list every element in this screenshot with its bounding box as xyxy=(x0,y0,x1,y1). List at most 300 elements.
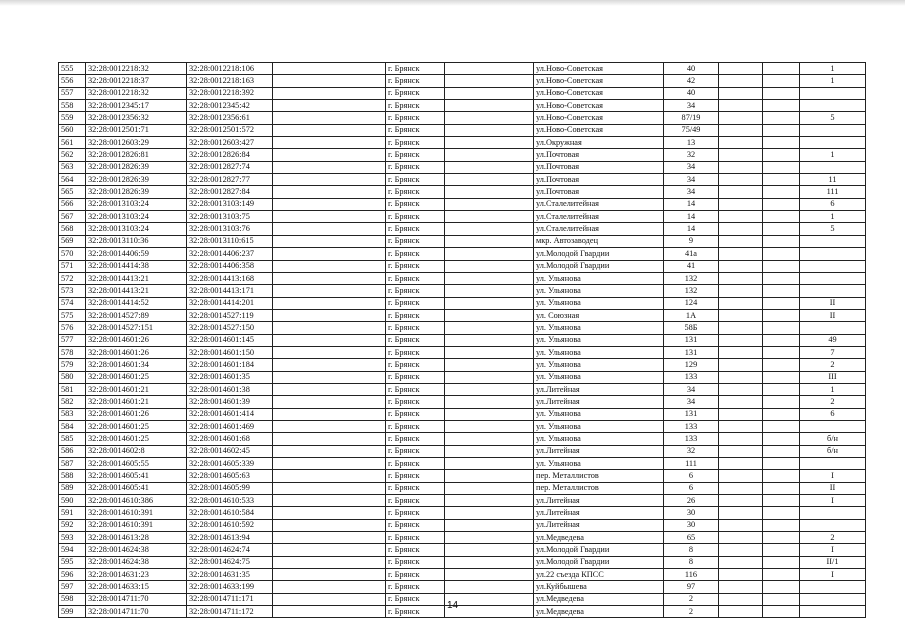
empty-cell xyxy=(445,63,534,75)
table-row xyxy=(59,87,866,99)
object-cadastral-number-cell: 32:28:0014601:184 xyxy=(187,359,273,371)
table-row xyxy=(59,445,866,457)
empty-cell xyxy=(763,507,800,519)
street-cell: ул.Почтовая xyxy=(534,161,664,173)
house-number-cell: 14 xyxy=(664,198,719,210)
street-cell: ул.Ново-Советская xyxy=(534,112,664,124)
land-cadastral-number-cell: 32:28:0014613:28 xyxy=(86,532,187,544)
row-number-cell: 562 xyxy=(59,149,86,161)
empty-cell xyxy=(719,470,763,482)
street-cell: ул.Медведева xyxy=(534,606,664,618)
row-number-cell: 590 xyxy=(59,495,86,507)
house-number-cell: 34 xyxy=(664,161,719,173)
table-row xyxy=(59,248,866,260)
empty-cell xyxy=(445,87,534,99)
street-cell: ул.Ново-Советская xyxy=(534,75,664,87)
premises-number-cell: 2 xyxy=(800,396,866,408)
city-cell: г. Брянск xyxy=(386,420,445,432)
empty-cell xyxy=(719,211,763,223)
empty-cell xyxy=(445,334,534,346)
empty-cell xyxy=(273,63,386,75)
empty-cell xyxy=(445,100,534,112)
row-number-cell: 593 xyxy=(59,532,86,544)
row-number-cell: 587 xyxy=(59,458,86,470)
row-number-cell: 579 xyxy=(59,359,86,371)
empty-cell xyxy=(763,149,800,161)
empty-cell xyxy=(719,137,763,149)
row-number-cell: 592 xyxy=(59,519,86,531)
city-cell: г. Брянск xyxy=(386,532,445,544)
object-cadastral-number-cell: 32:28:0014601:35 xyxy=(187,371,273,383)
table-row xyxy=(59,75,866,87)
city-cell: г. Брянск xyxy=(386,458,445,470)
premises-number-cell: 1 xyxy=(800,63,866,75)
empty-cell xyxy=(719,112,763,124)
street-cell: ул. Союзная xyxy=(534,309,664,321)
row-number-cell: 571 xyxy=(59,260,86,272)
street-cell: ул.Молодой Гвардии xyxy=(534,556,664,568)
empty-cell xyxy=(763,87,800,99)
row-number-cell: 585 xyxy=(59,433,86,445)
premises-number-cell xyxy=(800,235,866,247)
empty-cell xyxy=(445,322,534,334)
land-cadastral-number-cell: 32:28:0014711:70 xyxy=(86,606,187,618)
premises-number-cell xyxy=(800,458,866,470)
table-row xyxy=(59,149,866,161)
house-number-cell: 14 xyxy=(664,223,719,235)
premises-number-cell xyxy=(800,519,866,531)
object-cadastral-number-cell: 32:28:0012501:572 xyxy=(187,124,273,136)
object-cadastral-number-cell: 32:28:0013103:75 xyxy=(187,211,273,223)
land-cadastral-number-cell: 32:28:0014631:23 xyxy=(86,569,187,581)
empty-cell xyxy=(273,433,386,445)
table-row xyxy=(59,100,866,112)
object-cadastral-number-cell: 32:28:0014406:358 xyxy=(187,260,273,272)
street-cell: ул.Молодой Гвардии xyxy=(534,260,664,272)
land-cadastral-number-cell: 32:28:0014406:59 xyxy=(86,248,187,260)
house-number-cell: 75/49 xyxy=(664,124,719,136)
empty-cell xyxy=(445,223,534,235)
street-cell: мкр. Автозаводец xyxy=(534,235,664,247)
house-number-cell: 34 xyxy=(664,174,719,186)
empty-cell xyxy=(719,248,763,260)
row-number-cell: 563 xyxy=(59,161,86,173)
empty-cell xyxy=(763,285,800,297)
row-number-cell: 567 xyxy=(59,211,86,223)
land-cadastral-number-cell: 32:28:0014601:21 xyxy=(86,383,187,395)
object-cadastral-number-cell: 32:28:0013103:149 xyxy=(187,198,273,210)
premises-number-cell xyxy=(800,248,866,260)
land-cadastral-number-cell: 32:28:0013110:36 xyxy=(86,235,187,247)
empty-cell xyxy=(763,470,800,482)
city-cell: г. Брянск xyxy=(386,396,445,408)
house-number-cell: 131 xyxy=(664,408,719,420)
empty-cell xyxy=(719,420,763,432)
city-cell: г. Брянск xyxy=(386,248,445,260)
empty-cell xyxy=(719,149,763,161)
row-number-cell: 581 xyxy=(59,383,86,395)
table-row xyxy=(59,346,866,358)
land-cadastral-number-cell: 32:28:0014711:70 xyxy=(86,593,187,605)
empty-cell xyxy=(273,556,386,568)
house-number-cell: 30 xyxy=(664,507,719,519)
table-row xyxy=(59,581,866,593)
city-cell: г. Брянск xyxy=(386,606,445,618)
land-cadastral-number-cell: 32:28:0014624:38 xyxy=(86,556,187,568)
land-cadastral-number-cell: 32:28:0012826:81 xyxy=(86,149,187,161)
object-cadastral-number-cell: 32:28:0014601:145 xyxy=(187,334,273,346)
table-row xyxy=(59,569,866,581)
premises-number-cell: 2 xyxy=(800,532,866,544)
street-cell: ул.Молодой Гвардии xyxy=(534,248,664,260)
empty-cell xyxy=(763,248,800,260)
land-cadastral-number-cell: 32:28:0014413:21 xyxy=(86,285,187,297)
land-cadastral-number-cell: 32:28:0014414:52 xyxy=(86,297,187,309)
empty-cell xyxy=(445,260,534,272)
row-number-cell: 580 xyxy=(59,371,86,383)
table-row xyxy=(59,507,866,519)
empty-cell xyxy=(763,223,800,235)
empty-cell xyxy=(719,260,763,272)
premises-number-cell: II xyxy=(800,309,866,321)
house-number-cell: 34 xyxy=(664,186,719,198)
empty-cell xyxy=(719,322,763,334)
house-number-cell: 129 xyxy=(664,359,719,371)
row-number-cell: 584 xyxy=(59,420,86,432)
street-cell: ул.Литейная xyxy=(534,495,664,507)
empty-cell xyxy=(763,544,800,556)
empty-cell xyxy=(719,198,763,210)
row-number-cell: 572 xyxy=(59,272,86,284)
row-number-cell: 598 xyxy=(59,593,86,605)
empty-cell xyxy=(445,285,534,297)
table-row xyxy=(59,383,866,395)
premises-number-cell xyxy=(800,285,866,297)
premises-number-cell: 111 xyxy=(800,186,866,198)
city-cell: г. Брянск xyxy=(386,556,445,568)
house-number-cell: 87/19 xyxy=(664,112,719,124)
empty-cell xyxy=(445,235,534,247)
row-number-cell: 561 xyxy=(59,137,86,149)
table-row xyxy=(59,137,866,149)
table-row xyxy=(59,458,866,470)
premises-number-cell: 6 xyxy=(800,198,866,210)
street-cell: ул.Медведева xyxy=(534,593,664,605)
empty-cell xyxy=(273,174,386,186)
object-cadastral-number-cell: 32:28:0014601:68 xyxy=(187,433,273,445)
empty-cell xyxy=(763,346,800,358)
empty-cell xyxy=(719,519,763,531)
street-cell: ул. Ульянова xyxy=(534,420,664,432)
empty-cell xyxy=(719,334,763,346)
premises-number-cell: б/н xyxy=(800,445,866,457)
premises-number-cell: I xyxy=(800,544,866,556)
land-cadastral-number-cell: 32:28:0012826:39 xyxy=(86,186,187,198)
empty-cell xyxy=(273,383,386,395)
table-row xyxy=(59,161,866,173)
city-cell: г. Брянск xyxy=(386,124,445,136)
row-number-cell: 599 xyxy=(59,606,86,618)
empty-cell xyxy=(719,297,763,309)
empty-cell xyxy=(763,235,800,247)
empty-cell xyxy=(445,445,534,457)
premises-number-cell: б/н xyxy=(800,433,866,445)
empty-cell xyxy=(719,482,763,494)
object-cadastral-number-cell: 32:28:0014414:201 xyxy=(187,297,273,309)
empty-cell xyxy=(445,556,534,568)
house-number-cell: 132 xyxy=(664,285,719,297)
empty-cell xyxy=(445,495,534,507)
street-cell: ул. Ульянова xyxy=(534,458,664,470)
empty-cell xyxy=(273,482,386,494)
city-cell: г. Брянск xyxy=(386,371,445,383)
object-cadastral-number-cell: 32:28:0014601:150 xyxy=(187,346,273,358)
object-cadastral-number-cell: 32:28:0014610:533 xyxy=(187,495,273,507)
city-cell: г. Брянск xyxy=(386,322,445,334)
object-cadastral-number-cell: 32:28:0014413:168 xyxy=(187,272,273,284)
row-number-cell: 557 xyxy=(59,87,86,99)
empty-cell xyxy=(445,507,534,519)
empty-cell xyxy=(445,211,534,223)
table-row xyxy=(59,556,866,568)
empty-cell xyxy=(273,149,386,161)
street-cell: ул.Сталелитейная xyxy=(534,211,664,223)
table-row xyxy=(59,174,866,186)
empty-cell xyxy=(763,272,800,284)
empty-cell xyxy=(719,285,763,297)
street-cell: ул.Сталелитейная xyxy=(534,198,664,210)
house-number-cell: 40 xyxy=(664,87,719,99)
table-row xyxy=(59,198,866,210)
house-number-cell: 2 xyxy=(664,606,719,618)
empty-cell xyxy=(445,112,534,124)
empty-cell xyxy=(763,383,800,395)
table-row xyxy=(59,272,866,284)
empty-cell xyxy=(445,174,534,186)
empty-cell xyxy=(763,569,800,581)
street-cell: ул.Ново-Советская xyxy=(534,63,664,75)
premises-number-cell xyxy=(800,581,866,593)
city-cell: г. Брянск xyxy=(386,211,445,223)
object-cadastral-number-cell: 32:28:0012826:84 xyxy=(187,149,273,161)
empty-cell xyxy=(719,371,763,383)
empty-cell xyxy=(719,581,763,593)
row-number-cell: 596 xyxy=(59,569,86,581)
object-cadastral-number-cell: 32:28:0014605:339 xyxy=(187,458,273,470)
city-cell: г. Брянск xyxy=(386,495,445,507)
empty-cell xyxy=(273,297,386,309)
empty-cell xyxy=(445,198,534,210)
empty-cell xyxy=(719,346,763,358)
empty-cell xyxy=(763,260,800,272)
city-cell: г. Брянск xyxy=(386,149,445,161)
city-cell: г. Брянск xyxy=(386,75,445,87)
empty-cell xyxy=(719,87,763,99)
empty-cell xyxy=(763,433,800,445)
empty-cell xyxy=(445,532,534,544)
empty-cell xyxy=(445,297,534,309)
empty-cell xyxy=(273,507,386,519)
street-cell: ул. Ульянова xyxy=(534,322,664,334)
empty-cell xyxy=(273,161,386,173)
premises-number-cell: 5 xyxy=(800,223,866,235)
object-cadastral-number-cell: 32:28:0014610:584 xyxy=(187,507,273,519)
row-number-cell: 577 xyxy=(59,334,86,346)
empty-cell xyxy=(719,408,763,420)
object-cadastral-number-cell: 32:28:0014527:150 xyxy=(187,322,273,334)
house-number-cell: 133 xyxy=(664,433,719,445)
empty-cell xyxy=(445,408,534,420)
empty-cell xyxy=(719,383,763,395)
empty-cell xyxy=(273,470,386,482)
house-number-cell: 41а xyxy=(664,248,719,260)
city-cell: г. Брянск xyxy=(386,445,445,457)
row-number-cell: 589 xyxy=(59,482,86,494)
row-number-cell: 558 xyxy=(59,100,86,112)
premises-number-cell: 7 xyxy=(800,346,866,358)
land-cadastral-number-cell: 32:28:0014527:89 xyxy=(86,309,187,321)
empty-cell xyxy=(273,124,386,136)
street-cell: ул. Ульянова xyxy=(534,334,664,346)
row-number-cell: 568 xyxy=(59,223,86,235)
object-cadastral-number-cell: 32:28:0012345:42 xyxy=(187,100,273,112)
city-cell: г. Брянск xyxy=(386,519,445,531)
empty-cell xyxy=(763,396,800,408)
empty-cell xyxy=(719,396,763,408)
object-cadastral-number-cell: 32:28:0012827:77 xyxy=(187,174,273,186)
empty-cell xyxy=(719,544,763,556)
row-number-cell: 555 xyxy=(59,63,86,75)
table-row xyxy=(59,433,866,445)
row-number-cell: 574 xyxy=(59,297,86,309)
object-cadastral-number-cell: 32:28:0014413:171 xyxy=(187,285,273,297)
premises-number-cell xyxy=(800,161,866,173)
empty-cell xyxy=(763,445,800,457)
table-row xyxy=(59,519,866,531)
empty-cell xyxy=(273,211,386,223)
table-row xyxy=(59,309,866,321)
table-row xyxy=(59,112,866,124)
table-row xyxy=(59,285,866,297)
city-cell: г. Брянск xyxy=(386,297,445,309)
premises-number-cell: II/1 xyxy=(800,556,866,568)
empty-cell xyxy=(719,532,763,544)
land-cadastral-number-cell: 32:28:0013103:24 xyxy=(86,198,187,210)
empty-cell xyxy=(719,124,763,136)
premises-number-cell xyxy=(800,272,866,284)
street-cell: ул.Медведева xyxy=(534,532,664,544)
empty-cell xyxy=(273,458,386,470)
street-cell: пер. Металлистов xyxy=(534,470,664,482)
city-cell: г. Брянск xyxy=(386,198,445,210)
street-cell: ул. Ульянова xyxy=(534,272,664,284)
empty-cell xyxy=(445,346,534,358)
object-cadastral-number-cell: 32:28:0014631:35 xyxy=(187,569,273,581)
house-number-cell: 8 xyxy=(664,556,719,568)
house-number-cell: 34 xyxy=(664,383,719,395)
empty-cell xyxy=(445,248,534,260)
empty-cell xyxy=(719,186,763,198)
premises-number-cell xyxy=(800,260,866,272)
empty-cell xyxy=(445,433,534,445)
empty-cell xyxy=(719,495,763,507)
empty-cell xyxy=(719,507,763,519)
city-cell: г. Брянск xyxy=(386,309,445,321)
empty-cell xyxy=(719,445,763,457)
empty-cell xyxy=(763,161,800,173)
table-row xyxy=(59,63,866,75)
empty-cell xyxy=(719,161,763,173)
empty-cell xyxy=(763,211,800,223)
empty-cell xyxy=(445,161,534,173)
row-number-cell: 565 xyxy=(59,186,86,198)
empty-cell xyxy=(445,581,534,593)
row-number-cell: 591 xyxy=(59,507,86,519)
land-cadastral-number-cell: 32:28:0013103:24 xyxy=(86,223,187,235)
object-cadastral-number-cell: 32:28:0013110:615 xyxy=(187,235,273,247)
premises-number-cell xyxy=(800,87,866,99)
premises-number-cell: 49 xyxy=(800,334,866,346)
city-cell: г. Брянск xyxy=(386,272,445,284)
empty-cell xyxy=(273,198,386,210)
city-cell: г. Брянск xyxy=(386,87,445,99)
table-row xyxy=(59,544,866,556)
street-cell: ул.22 съезда КПСС xyxy=(534,569,664,581)
premises-number-cell: 1 xyxy=(800,383,866,395)
land-cadastral-number-cell: 32:28:0014601:26 xyxy=(86,334,187,346)
row-number-cell: 578 xyxy=(59,346,86,358)
table-row xyxy=(59,211,866,223)
row-number-cell: 595 xyxy=(59,556,86,568)
premises-number-cell xyxy=(800,322,866,334)
empty-cell xyxy=(445,396,534,408)
property-registry-table xyxy=(58,62,866,618)
empty-cell xyxy=(763,408,800,420)
premises-number-cell: I xyxy=(800,569,866,581)
page-number: 14 xyxy=(446,600,459,611)
land-cadastral-number-cell: 32:28:0012603:29 xyxy=(86,137,187,149)
land-cadastral-number-cell: 32:28:0014610:386 xyxy=(86,495,187,507)
land-cadastral-number-cell: 32:28:0014601:26 xyxy=(86,346,187,358)
house-number-cell: 8 xyxy=(664,544,719,556)
empty-cell xyxy=(445,186,534,198)
land-cadastral-number-cell: 32:28:0014414:38 xyxy=(86,260,187,272)
empty-cell xyxy=(273,396,386,408)
city-cell: г. Брянск xyxy=(386,260,445,272)
object-cadastral-number-cell: 32:28:0012218:163 xyxy=(187,75,273,87)
house-number-cell: 6 xyxy=(664,470,719,482)
table-row xyxy=(59,371,866,383)
empty-cell xyxy=(763,297,800,309)
city-cell: г. Брянск xyxy=(386,470,445,482)
house-number-cell: 58Б xyxy=(664,322,719,334)
empty-cell xyxy=(445,272,534,284)
street-cell: ул.Литейная xyxy=(534,507,664,519)
empty-cell xyxy=(445,137,534,149)
house-number-cell: 26 xyxy=(664,495,719,507)
empty-cell xyxy=(273,272,386,284)
premises-number-cell xyxy=(800,100,866,112)
empty-cell xyxy=(273,544,386,556)
city-cell: г. Брянск xyxy=(386,186,445,198)
empty-cell xyxy=(445,482,534,494)
street-cell: ул.Куйбышева xyxy=(534,581,664,593)
object-cadastral-number-cell: 32:28:0014601:39 xyxy=(187,396,273,408)
city-cell: г. Брянск xyxy=(386,507,445,519)
land-cadastral-number-cell: 32:28:0014601:34 xyxy=(86,359,187,371)
street-cell: ул.Литейная xyxy=(534,519,664,531)
row-number-cell: 597 xyxy=(59,581,86,593)
